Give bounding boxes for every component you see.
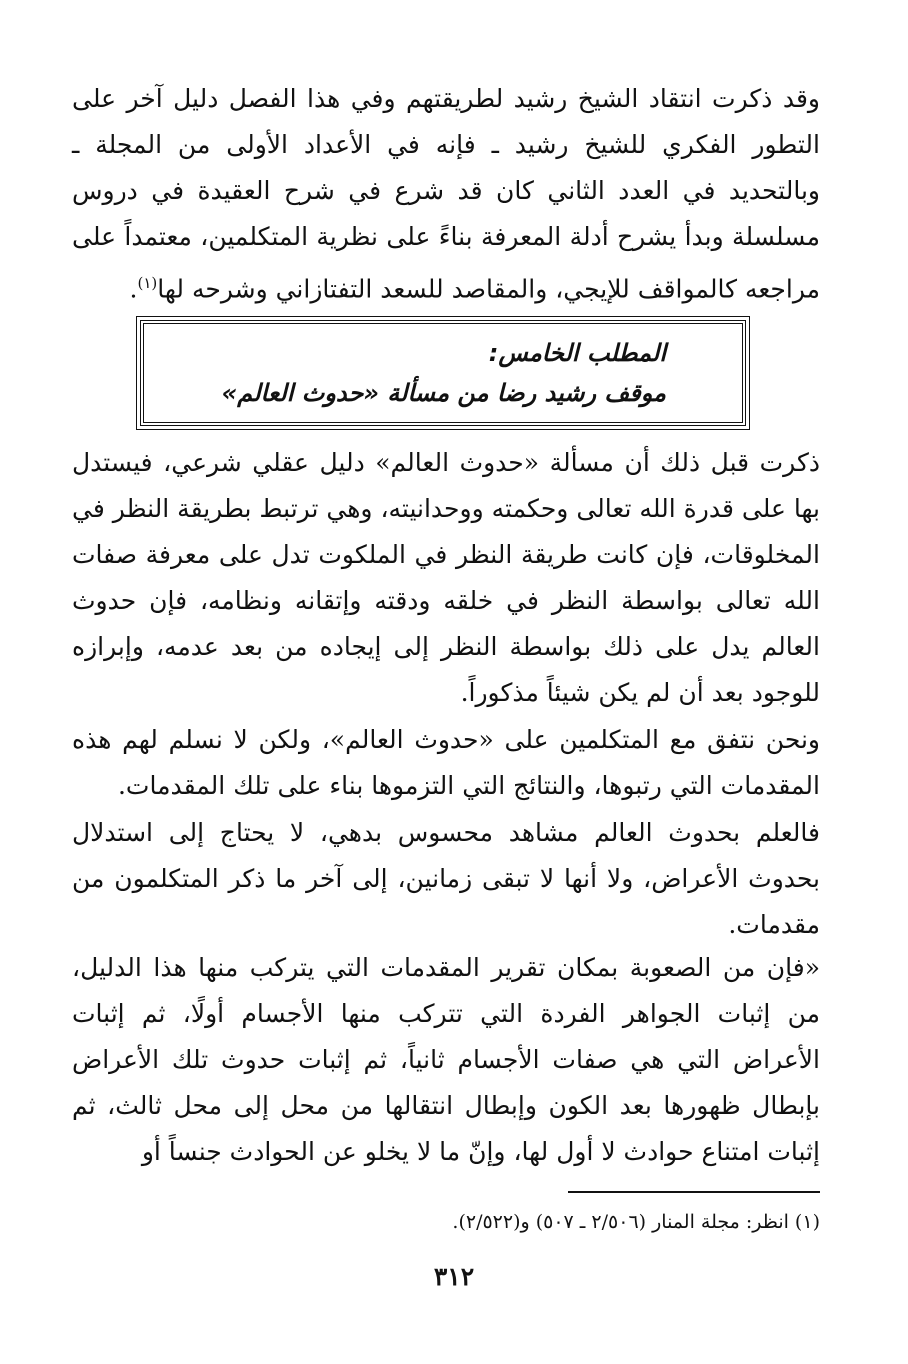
paragraph-intro-text: وقد ذكرت انتقاد الشيخ رشيد لطريقتهم وفي هذا الفصل دليل آخر على التطور الفكري للشيخ رشيد ـ فإنه في الأعداد الأولى من المجلة ـ وبالتحديد في العدد الثاني كان قد شرع في شرح العقيدة في دروس مسلسلة وبدأ يشرح أدلة المعرفة بناءً على نظرية المتكلمين، معتمداً على مراجعه كالمواقف للإيجي، والمقاصد للسعد التفتازاني وشرحه لها: [72, 84, 820, 304]
paragraph-world-origination: ذكرت قبل ذلك أن مسألة «حدوث العالم» دليل عقلي شرعي، فيستدل بها على قدرة الله تعالى وحكمته ووحدانيته، وهي ترتبط بطريقة النظر في المخلوقات، فإن كانت طريقة النظر في الملكوت تدل على معرفة صفات الله تعالى بواسطة النظر في خلقه ودقته وإتقانه ونظامه، فإن حدوث العالم يدل على ذلك بواسطة النظر إلى إيجاده من بعد عدمه، وإبرازه للوجود بعد أن لم يكن شيئاً مذكوراً.: [72, 448, 820, 707]
section-heading-title: موقف رشيد رضا من مسألة «حدوث العالم»: [221, 379, 666, 407]
section-heading-box: [140, 320, 746, 426]
paragraph-agreement: ونحن نتفق مع المتكلمين على «حدوث العالم»، ولكن لا نسلم لهم هذه المقدمات التي رتبوها، والنتائج التي التزموها بناء على تلك المقدمات.: [72, 725, 820, 800]
paragraph-intro-end: .: [129, 274, 138, 304]
paragraph-knowledge: فالعلم بحدوث العالم مشاهد محسوس بدهي، لا يحتاج إلى استدلال بحدوث الأعراض، ولا أنها لا تبقى زمانين، إلى آخر ما ذكر المتكلمون من مقدمات.: [72, 818, 820, 939]
paragraph-intro: [72, 76, 820, 312]
footnote-reference[interactable]: (١): [137, 274, 158, 292]
footnote-divider: [568, 1191, 820, 1193]
paragraph-quotation: «فإن من الصعوبة بمكان تقرير المقدمات التي يتركب منها هذا الدليل، من إثبات الجواهر الفردة التي تتركب منها الأجسام أولًا، ثم إثبات الأعراض التي هي صفات الأجسام ثانياً، ثم إثبات حدوث تلك الأعراض بإبطال ظهورها بعد الكون وإبطال انتقالها من محل إلى محل ثالث، ثم إثبات امتناع حوادث لا أول لها، وإنّ ما لا يخلو عن الحوادث جنساً أو: [72, 953, 820, 1166]
footnote: (١) انظر: مجلة المنار (٢/٥٠٦ ـ ٥٠٧) و(٢/٥٢٢).: [452, 1211, 820, 1233]
page-number: ٣١٢: [433, 1262, 475, 1291]
section-heading-label: المطلب الخامس:: [488, 339, 666, 367]
